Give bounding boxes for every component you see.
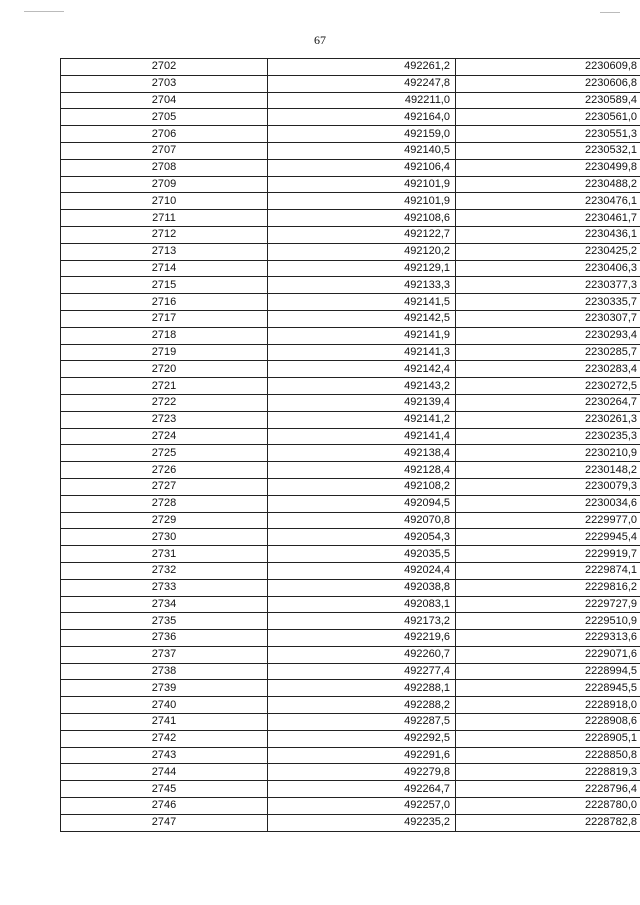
y-coordinate-cell: 2230425,2 [456,243,640,260]
x-coordinate-cell: 492142,5 [268,310,456,327]
point-number-cell: 2744 [61,764,268,781]
table-row [61,512,640,529]
y-coordinate-cell: 2228780,0 [456,798,640,815]
table-row [61,394,640,411]
point-number-cell: 2728 [61,495,268,512]
y-coordinate-cell: 2229071,6 [456,646,640,663]
point-number-cell: 2742 [61,730,268,747]
table-row [61,562,640,579]
table-row [61,226,640,243]
table-row [61,142,640,159]
point-number-cell: 2713 [61,243,268,260]
y-coordinate-cell: 2230210,9 [456,445,640,462]
x-coordinate-cell: 492108,6 [268,210,456,227]
x-coordinate-cell: 492288,2 [268,697,456,714]
point-number-cell: 2738 [61,663,268,680]
table-row [61,75,640,92]
x-coordinate-cell: 492260,7 [268,646,456,663]
y-coordinate-cell: 2230589,4 [456,92,640,109]
table-row [61,378,640,395]
y-coordinate-cell: 2229816,2 [456,579,640,596]
table-row [61,814,640,831]
y-coordinate-cell: 2229919,7 [456,546,640,563]
table-row [61,697,640,714]
table-row [61,478,640,495]
point-number-cell: 2722 [61,394,268,411]
x-coordinate-cell: 492120,2 [268,243,456,260]
table-row [61,630,640,647]
x-coordinate-cell: 492070,8 [268,512,456,529]
point-number-cell: 2735 [61,613,268,630]
y-coordinate-cell: 2230079,3 [456,478,640,495]
table-row [61,579,640,596]
table-row [61,462,640,479]
x-coordinate-cell: 492143,2 [268,378,456,395]
x-coordinate-cell: 492141,5 [268,294,456,311]
point-number-cell: 2702 [61,59,268,76]
table-row [61,310,640,327]
y-coordinate-cell: 2230261,3 [456,411,640,428]
x-coordinate-cell: 492211,0 [268,92,456,109]
x-coordinate-cell: 492291,6 [268,747,456,764]
y-coordinate-cell: 2230283,4 [456,361,640,378]
point-number-cell: 2729 [61,512,268,529]
point-number-cell: 2704 [61,92,268,109]
x-coordinate-cell: 492139,4 [268,394,456,411]
y-coordinate-cell: 2230272,5 [456,378,640,395]
x-coordinate-cell: 492141,3 [268,344,456,361]
table-row [61,546,640,563]
y-coordinate-cell: 2229727,9 [456,596,640,613]
table-row [61,243,640,260]
point-number-cell: 2736 [61,630,268,647]
point-number-cell: 2705 [61,109,268,126]
x-coordinate-cell: 492264,7 [268,781,456,798]
table-row [61,294,640,311]
table-row [61,445,640,462]
y-coordinate-cell: 2230264,7 [456,394,640,411]
y-coordinate-cell: 2230551,3 [456,126,640,143]
table-row [61,428,640,445]
table-row [61,764,640,781]
x-coordinate-cell: 492101,9 [268,176,456,193]
x-coordinate-cell: 492159,0 [268,126,456,143]
point-number-cell: 2719 [61,344,268,361]
x-coordinate-cell: 492133,3 [268,277,456,294]
scan-mark-top-left [24,11,64,12]
x-coordinate-cell: 492138,4 [268,445,456,462]
point-number-cell: 2706 [61,126,268,143]
x-coordinate-cell: 492038,8 [268,579,456,596]
y-coordinate-cell: 2230307,7 [456,310,640,327]
x-coordinate-cell: 492054,3 [268,529,456,546]
y-coordinate-cell: 2230148,2 [456,462,640,479]
y-coordinate-cell: 2230488,2 [456,176,640,193]
y-coordinate-cell: 2230561,0 [456,109,640,126]
coordinates-table [60,58,640,832]
table-row [61,781,640,798]
point-number-cell: 2734 [61,596,268,613]
point-number-cell: 2740 [61,697,268,714]
table-row [61,663,640,680]
x-coordinate-cell: 492261,2 [268,59,456,76]
point-number-cell: 2739 [61,680,268,697]
y-coordinate-cell: 2230476,1 [456,193,640,210]
point-number-cell: 2724 [61,428,268,445]
table-row [61,646,640,663]
y-coordinate-cell: 2230499,8 [456,159,640,176]
point-number-cell: 2746 [61,798,268,815]
point-number-cell: 2737 [61,646,268,663]
point-number-cell: 2716 [61,294,268,311]
x-coordinate-cell: 492024,4 [268,562,456,579]
x-coordinate-cell: 492257,0 [268,798,456,815]
table-row [61,730,640,747]
y-coordinate-cell: 2230532,1 [456,142,640,159]
y-coordinate-cell: 2230377,3 [456,277,640,294]
table-row [61,260,640,277]
x-coordinate-cell: 492142,4 [268,361,456,378]
table-row [61,411,640,428]
point-number-cell: 2730 [61,529,268,546]
y-coordinate-cell: 2229945,4 [456,529,640,546]
table-row [61,680,640,697]
y-coordinate-cell: 2230235,3 [456,428,640,445]
point-number-cell: 2709 [61,176,268,193]
x-coordinate-cell: 492292,5 [268,730,456,747]
table-row [61,495,640,512]
x-coordinate-cell: 492141,4 [268,428,456,445]
y-coordinate-cell: 2229510,9 [456,613,640,630]
x-coordinate-cell: 492141,2 [268,411,456,428]
point-number-cell: 2723 [61,411,268,428]
x-coordinate-cell: 492122,7 [268,226,456,243]
table-row [61,109,640,126]
point-number-cell: 2726 [61,462,268,479]
table-row [61,798,640,815]
point-number-cell: 2703 [61,75,268,92]
point-number-cell: 2710 [61,193,268,210]
x-coordinate-cell: 492279,8 [268,764,456,781]
x-coordinate-cell: 492108,2 [268,478,456,495]
table-row [61,193,640,210]
page-number: 67 [314,33,326,47]
table-row [61,714,640,731]
y-coordinate-cell: 2230034,6 [456,495,640,512]
point-number-cell: 2714 [61,260,268,277]
point-number-cell: 2731 [61,546,268,563]
y-coordinate-cell: 2229874,1 [456,562,640,579]
table-row [61,210,640,227]
x-coordinate-cell: 492128,4 [268,462,456,479]
table-row [61,529,640,546]
point-number-cell: 2712 [61,226,268,243]
table-row [61,361,640,378]
table-row [61,176,640,193]
table-row [61,747,640,764]
point-number-cell: 2715 [61,277,268,294]
x-coordinate-cell: 492173,2 [268,613,456,630]
table-row [61,327,640,344]
x-coordinate-cell: 492219,6 [268,630,456,647]
y-coordinate-cell: 2228918,0 [456,697,640,714]
y-coordinate-cell: 2230436,1 [456,226,640,243]
y-coordinate-cell: 2230335,7 [456,294,640,311]
y-coordinate-cell: 2228796,4 [456,781,640,798]
y-coordinate-cell: 2230606,8 [456,75,640,92]
point-number-cell: 2708 [61,159,268,176]
point-number-cell: 2725 [61,445,268,462]
y-coordinate-cell: 2228905,1 [456,730,640,747]
x-coordinate-cell: 492277,4 [268,663,456,680]
table-row [61,59,640,76]
point-number-cell: 2711 [61,210,268,227]
coordinates-table-body [61,59,640,832]
point-number-cell: 2745 [61,781,268,798]
point-number-cell: 2721 [61,378,268,395]
y-coordinate-cell: 2228945,5 [456,680,640,697]
x-coordinate-cell: 492083,1 [268,596,456,613]
y-coordinate-cell: 2230609,8 [456,59,640,76]
point-number-cell: 2743 [61,747,268,764]
x-coordinate-cell: 492106,4 [268,159,456,176]
x-coordinate-cell: 492164,0 [268,109,456,126]
point-number-cell: 2732 [61,562,268,579]
point-number-cell: 2727 [61,478,268,495]
y-coordinate-cell: 2230285,7 [456,344,640,361]
y-coordinate-cell: 2230406,3 [456,260,640,277]
y-coordinate-cell: 2228782,8 [456,814,640,831]
scan-mark-top-right [600,12,620,13]
point-number-cell: 2720 [61,361,268,378]
y-coordinate-cell: 2230293,4 [456,327,640,344]
x-coordinate-cell: 492235,2 [268,814,456,831]
point-number-cell: 2733 [61,579,268,596]
point-number-cell: 2718 [61,327,268,344]
x-coordinate-cell: 492129,1 [268,260,456,277]
y-coordinate-cell: 2229313,6 [456,630,640,647]
point-number-cell: 2747 [61,814,268,831]
point-number-cell: 2741 [61,714,268,731]
x-coordinate-cell: 492140,5 [268,142,456,159]
y-coordinate-cell: 2228850,8 [456,747,640,764]
y-coordinate-cell: 2228908,6 [456,714,640,731]
table-row [61,613,640,630]
x-coordinate-cell: 492094,5 [268,495,456,512]
x-coordinate-cell: 492141,9 [268,327,456,344]
table-row [61,159,640,176]
x-coordinate-cell: 492288,1 [268,680,456,697]
point-number-cell: 2717 [61,310,268,327]
table-row [61,596,640,613]
x-coordinate-cell: 492287,5 [268,714,456,731]
y-coordinate-cell: 2230461,7 [456,210,640,227]
x-coordinate-cell: 492035,5 [268,546,456,563]
x-coordinate-cell: 492101,9 [268,193,456,210]
table-row [61,277,640,294]
table-row [61,126,640,143]
y-coordinate-cell: 2229977,0 [456,512,640,529]
y-coordinate-cell: 2228994,5 [456,663,640,680]
table-row [61,344,640,361]
x-coordinate-cell: 492247,8 [268,75,456,92]
table-row [61,92,640,109]
point-number-cell: 2707 [61,142,268,159]
y-coordinate-cell: 2228819,3 [456,764,640,781]
